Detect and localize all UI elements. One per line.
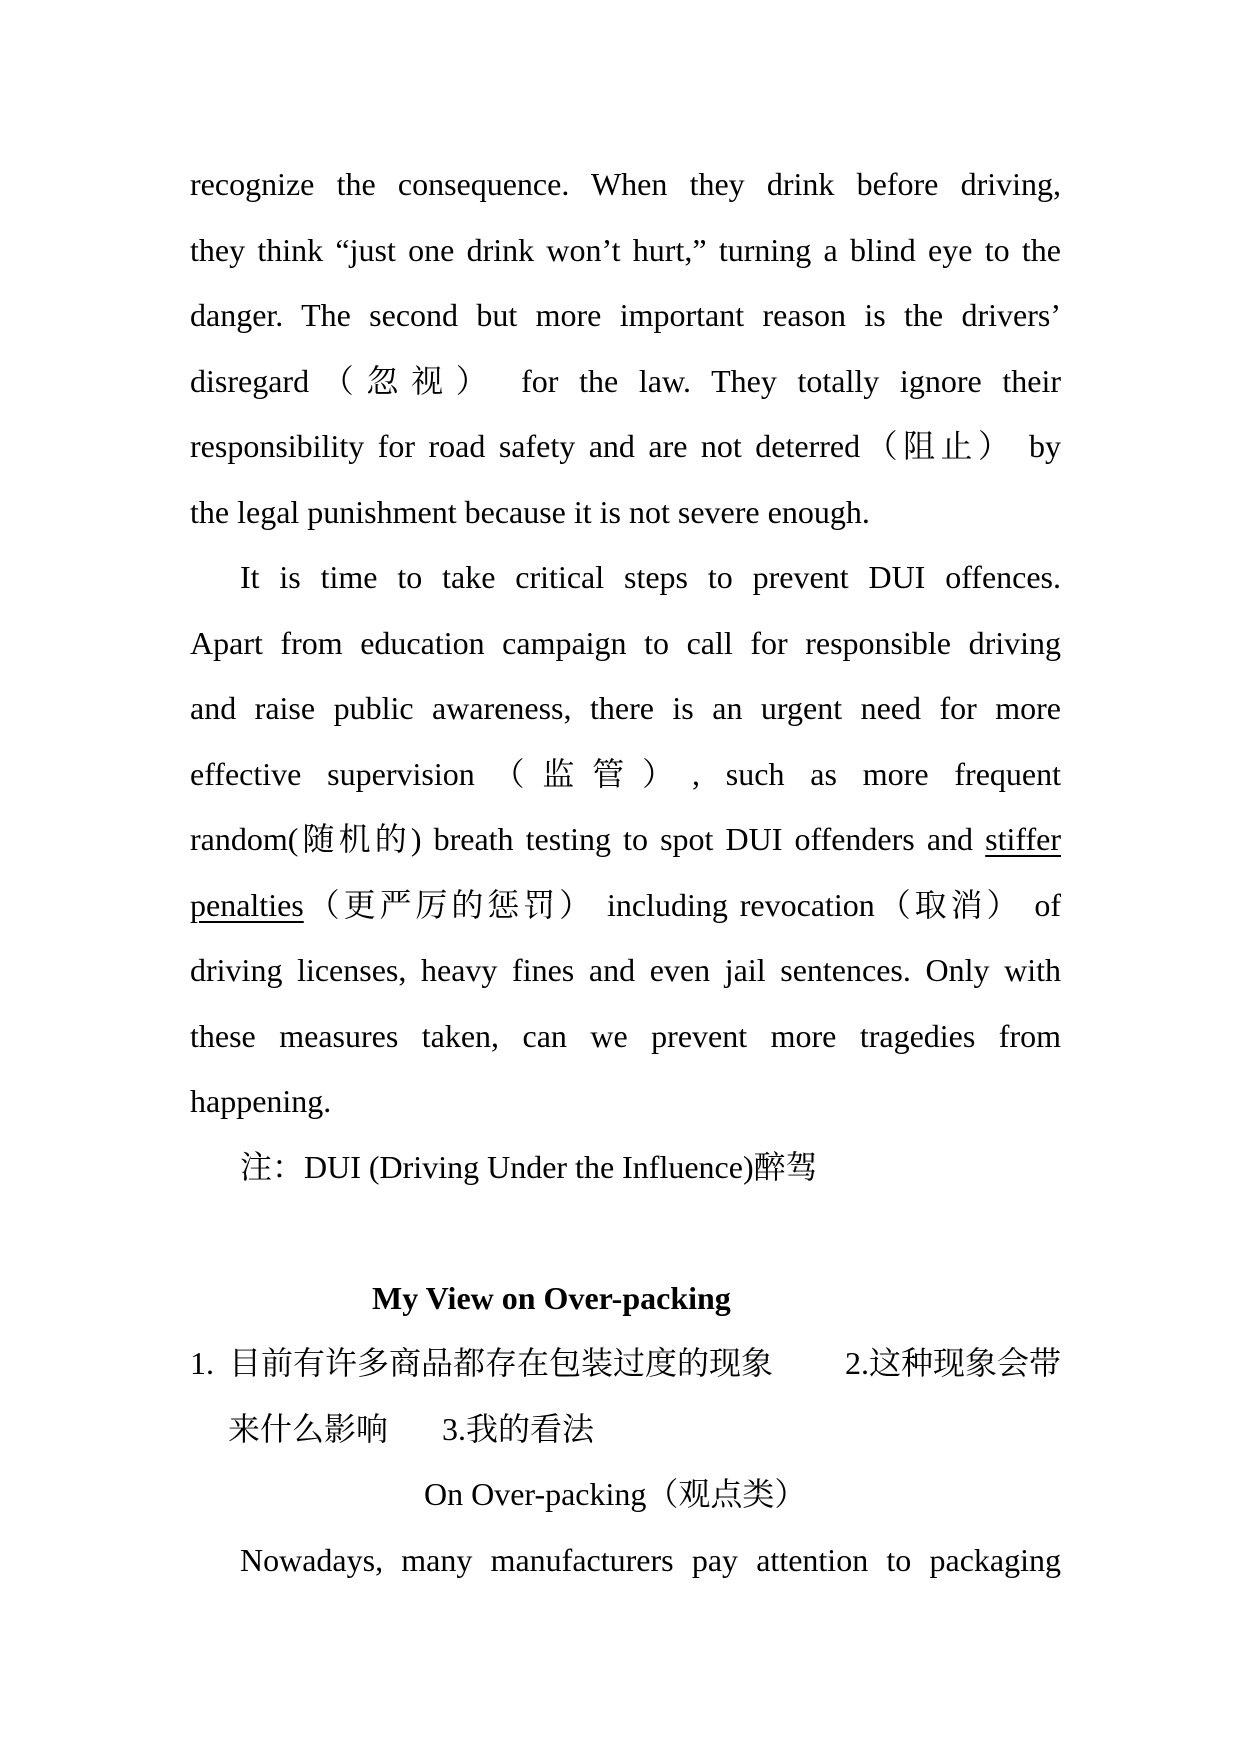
paragraph-1-line: disregard（忽视） for the law. They totally ignore their	[190, 362, 1061, 399]
paragraph-1-line: responsibility for road safety and are not deterred（阻止） by	[190, 428, 1061, 464]
list-point-2-start: 2.这种现象会带	[844, 1345, 1061, 1381]
paragraph-2-line: and raise public awareness, there is an urgent need for more	[190, 690, 1061, 726]
underlined-phrase: penalties	[190, 886, 304, 923]
footnote: 注：DUI (Driving Under the Influence)醉驾	[240, 1148, 818, 1185]
line-text: random(随机的) breath testing to spot DUI offenders and	[190, 821, 974, 857]
paragraph-2-line: effective supervision（监管）, such as more frequent	[190, 755, 1061, 792]
paragraph-2-line: these measures taken, can we prevent more tragedies from	[190, 1017, 1061, 1054]
paragraph-1-line: recognize the consequence. When they drink before driving,	[190, 166, 1061, 202]
paragraph-2-line: driving licenses, heavy fines and even jail sentences. Only with	[190, 952, 1061, 988]
paragraph-1-line: they think “just one drink won’t hurt,” turning a blind eye to the	[190, 231, 1061, 268]
paragraph-2-line	[190, 872, 1061, 938]
list-number: 1.	[190, 1345, 214, 1381]
paragraph-2-first-line: It is time to take critical steps to prevent DUI offences.	[240, 559, 1061, 595]
paragraph-1-last-line: the legal punishment because it is not severe enough.	[190, 493, 870, 530]
prompt-list-line	[229, 1330, 1061, 1396]
list-point-1: 目前有许多商品都存在包装过度的现象	[229, 1345, 774, 1381]
paragraph-2-line: Apart from education campaign to call for responsible driving	[190, 624, 1061, 661]
essay-first-line: Nowadays, many manufacturers pay attention to packaging	[240, 1541, 1061, 1578]
prompt-list-line	[228, 1396, 594, 1462]
underlined-phrase: stiffer	[985, 821, 1061, 857]
prompt-title: My View on Over-packing	[372, 1279, 731, 1316]
line-text: （更严厉的惩罚） including revocation（取消） of	[303, 886, 1061, 923]
paragraph-2-line	[190, 806, 1061, 872]
paragraph-2-last-line: happening.	[190, 1083, 332, 1119]
list-point-2-end: 来什么影响	[228, 1410, 389, 1447]
paragraph-1-line: danger. The second but more important reason is the drivers’	[190, 297, 1061, 333]
essay-title: On Over-packing（观点类）	[424, 1476, 807, 1512]
list-point-3: 3.我的看法	[442, 1410, 595, 1447]
